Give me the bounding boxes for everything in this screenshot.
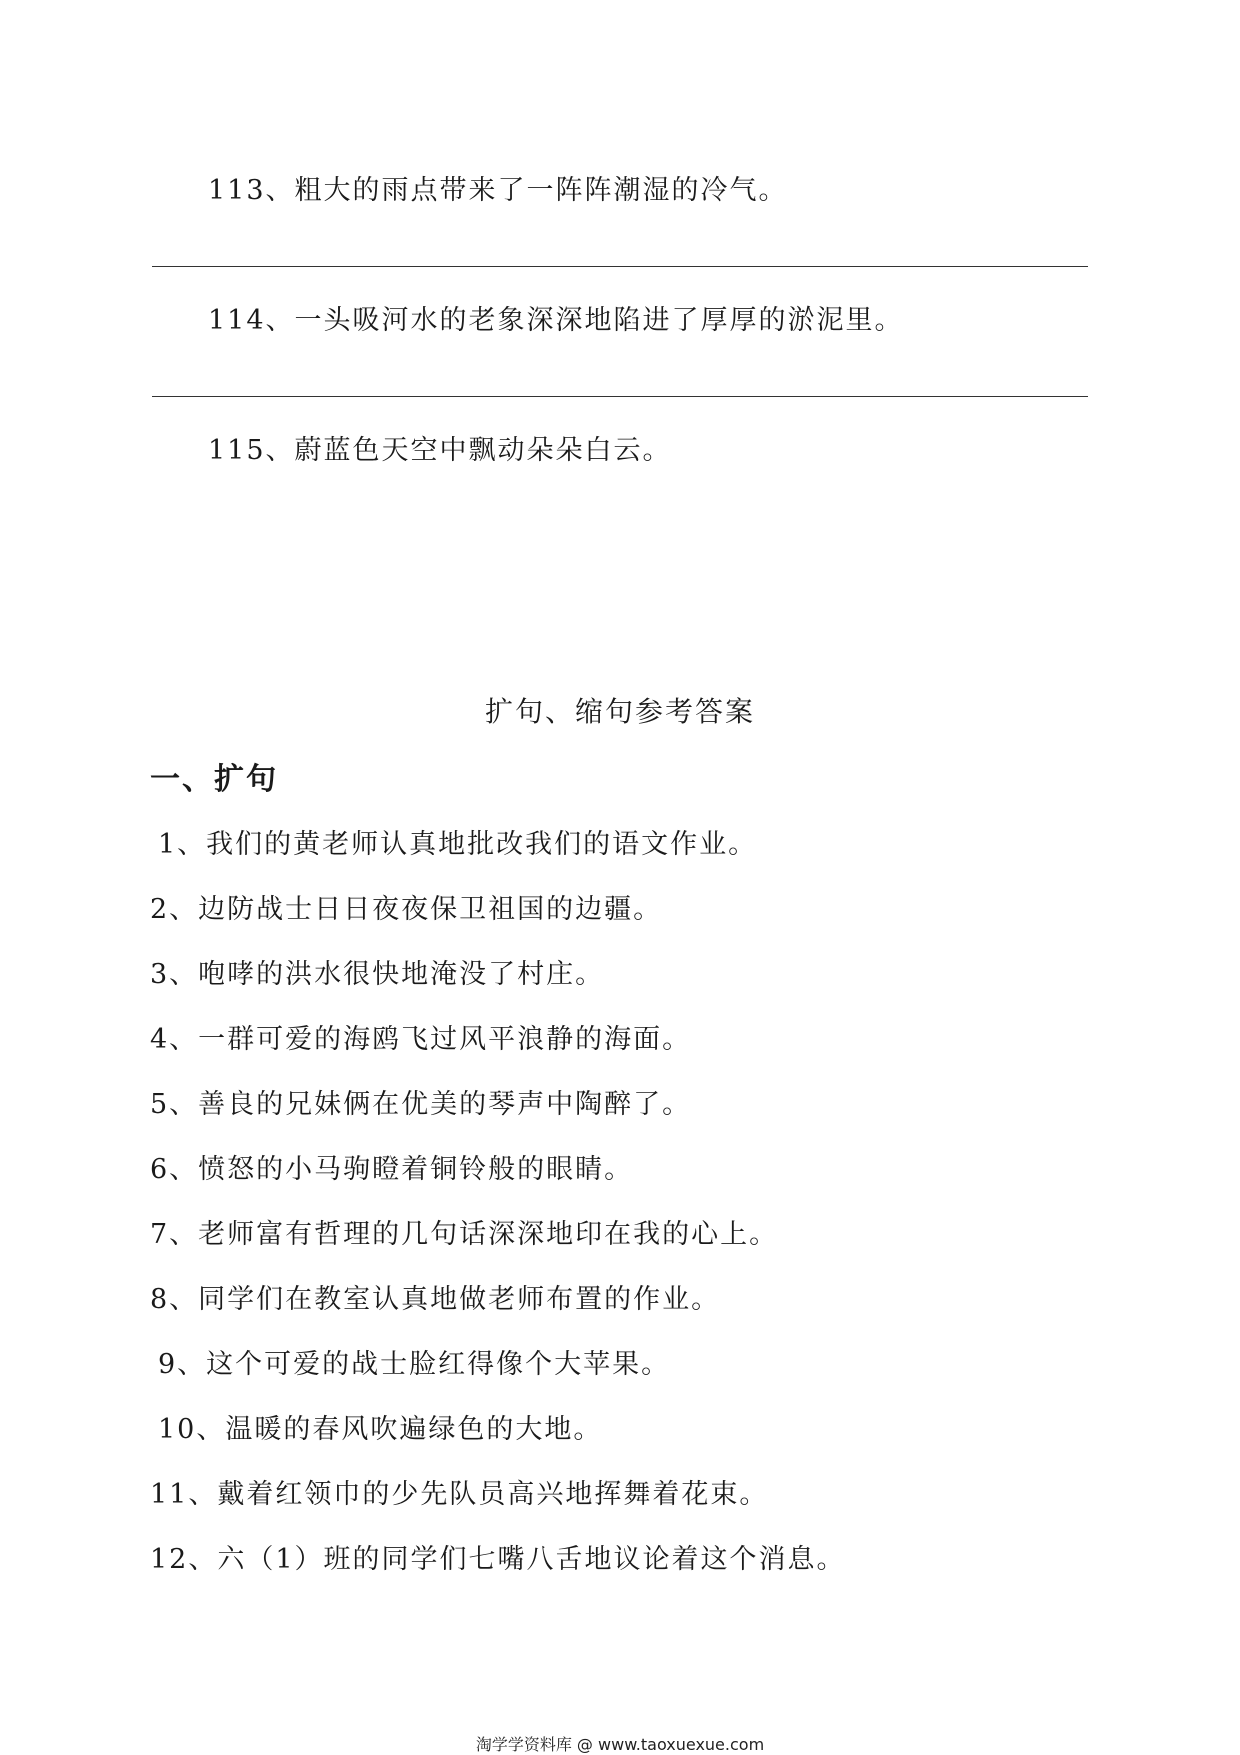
question-114: 114、一头吸河水的老象深深地陷进了厚厚的淤泥里。: [208, 305, 904, 336]
answer-item: 8、同学们在教室认真地做老师布置的作业。: [150, 1284, 721, 1315]
footer-watermark: 淘学学资料库 @ www.taoxuexue.com: [475, 1735, 765, 1754]
answer-rule: [152, 266, 1088, 267]
answer-item: 7、老师富有哲理的几句话深深地印在我的心上。: [150, 1219, 779, 1250]
answer-item: 9、这个可爱的战士脸红得像个大苹果。: [158, 1349, 671, 1380]
answer-item: 4、一群可爱的海鸥飞过风平浪静的海面。: [150, 1024, 692, 1055]
section-heading: 一、扩句: [150, 762, 278, 797]
answer-item: 10、温暖的春风吹遍绿色的大地。: [158, 1414, 603, 1445]
answer-item: 12、六（1）班的同学们七嘴八舌地议论着这个消息。: [150, 1544, 846, 1575]
answer-item: 2、边防战士日日夜夜保卫祖国的边疆。: [150, 894, 663, 925]
question-115: 115、蔚蓝色天空中飘动朵朵白云。: [208, 435, 672, 466]
answer-item: 3、咆哮的洪水很快地淹没了村庄。: [150, 959, 605, 990]
answer-item: 1、我们的黄老师认真地批改我们的语文作业。: [158, 829, 758, 860]
answer-rule: [152, 396, 1088, 397]
answer-item: 6、愤怒的小马驹瞪着铜铃般的眼睛。: [150, 1154, 634, 1185]
answer-item: 5、善良的兄妹俩在优美的琴声中陶醉了。: [150, 1089, 692, 1120]
answer-item: 11、戴着红领巾的少先队员高兴地挥舞着花束。: [150, 1479, 769, 1510]
question-113: 113、粗大的雨点带来了一阵阵潮湿的冷气。: [208, 175, 788, 206]
answers-title: 扩句、缩句参考答案: [484, 695, 755, 728]
